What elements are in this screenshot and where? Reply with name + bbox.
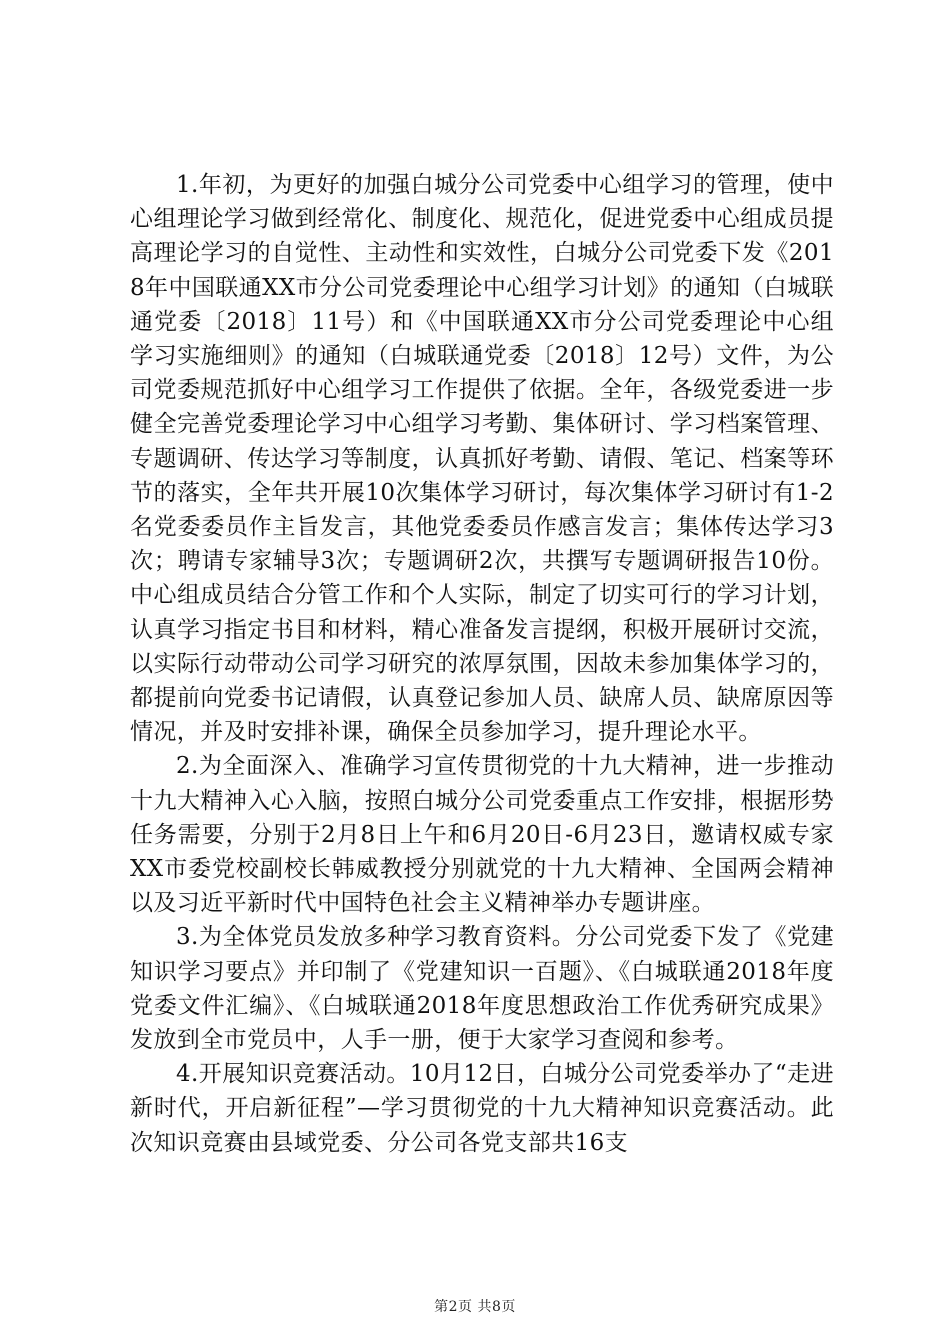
paragraph-4: 4.开展知识竞赛活动。10月12日，白城分公司党委举办了“走进新时代，开启新征程”—学习贯彻党的十九大精神知识竞赛活动。此次知识竞赛由县域党委、分公司各党支部共16支 [130, 1061, 834, 1156]
document-body [130, 168, 834, 1160]
paragraph-2: 2.为全面深入、准确学习宣传贯彻党的十九大精神，进一步推动十九大精神入心入脑，按照白城分公司党委重点工作安排，根据形势任务需要，分别于2月8日上午和6月20日-6月23日，邀请权威专家XX市委党校副校长韩威教授分别就党的十九大精神、全国两会精神以及习近平新时代中国特色社会主义精神举办专题讲座。 [130, 753, 834, 917]
paragraph-3: 3.为全体党员发放多种学习教育资料。分公司党委下发了《党建知识学习要点》并印制了《党建知识一百题》、《白城联通2018年度党委文件汇编》、《白城联通2018年度思想政治工作优秀研究成果》发放到全市党员中，人手一册，便于大家学习查阅和参考。 [130, 924, 834, 1054]
page-footer: 第2页 共8页 [434, 1299, 516, 1315]
paragraph-1: 1.年初，为更好的加强白城分公司党委中心组学习的管理，使中心组理论学习做到经常化、制度化、规范化，促进党委中心组成员提高理论学习的自觉性、主动性和实效性，白城分公司党委下发《2018年中国联通XX市分公司党委理论中心组学习计划》的通知（白城联通党委〔2018〕11号）和《中国联通XX市分公司党委理论中心组学习实施细则》的通知（白城联通党委〔2018〕12号）文件，为公司党委规范抓好中心组学习工作提供了依据。全年，各级党委进一步健全完善党委理论学习中心组学习考勤、集体研讨、学习档案管理、专题调研、传达学习等制度，认真抓好考勤、请假、笔记、档案等环节的落实，全年共开展10次集体学习研讨，每次集体学习研讨有1-2名党委委员作主旨发言，其他党委委员作感言发言；集体传达学习3次；聘请专家辅导3次；专题调研2次，共撰写专题调研报告10份。中心组成员结合分管工作和个人实际，制定了切实可行的学习计划，认真学习指定书目和材料，精心准备发言提纲，积极开展研讨交流，以实际行动带动公司学习研究的浓厚氛围，因故未参加集体学习的，都提前向党委书记请假，认真登记参加人员、缺席人员、缺席原因等情况，并及时安排补课，确保全员参加学习，提升理论水平。 [130, 172, 834, 746]
